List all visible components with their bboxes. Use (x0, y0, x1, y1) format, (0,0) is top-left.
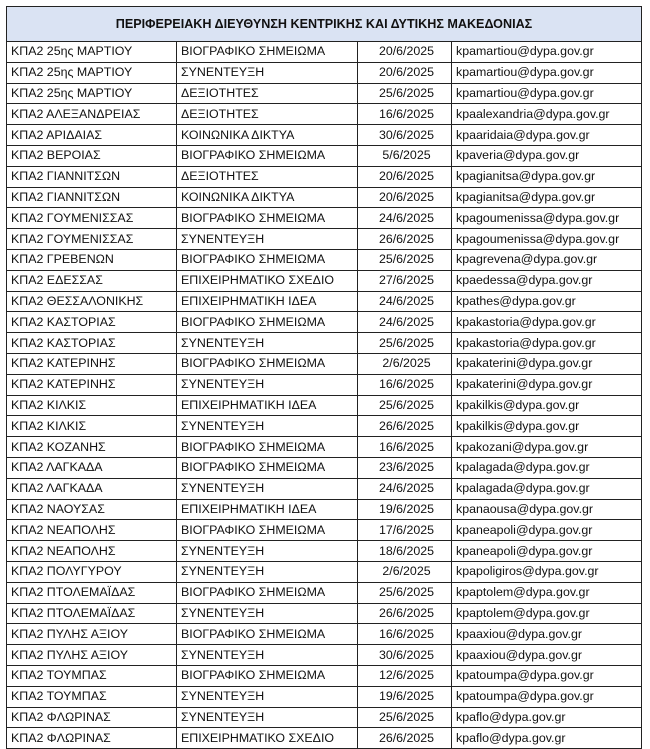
email-cell: kpatoumpa@dypa.gov.gr (452, 665, 642, 686)
date-cell: 12/6/2025 (358, 665, 452, 686)
office-cell: ΚΠΑ2 25ης ΜΑΡΤΙΟΥ (7, 62, 177, 83)
office-cell: ΚΠΑ2 ΕΔΕΣΣΑΣ (7, 270, 177, 291)
table-row (7, 395, 642, 416)
date-cell: 26/6/2025 (358, 416, 452, 437)
table-title: ΠΕΡΙΦΕΡΕΙΑΚΗ ΔΙΕΥΘΥΝΣΗ ΚΕΝΤΡΙΚΗΣ ΚΑΙ ΔΥΤΙΚΗΣ ΜΑΚΕΔΟΝΙΑΣ (7, 7, 642, 42)
topic-cell: ΒΙΟΓΡΑΦΙΚΟ ΣΗΜΕΙΩΜΑ (177, 457, 358, 478)
email-cell: kpaaxiou@dypa.gov.gr (452, 624, 642, 645)
date-cell: 20/6/2025 (358, 62, 452, 83)
email-cell: kpaptolem@dypa.gov.gr (452, 582, 642, 603)
table-body (7, 42, 642, 749)
table-row (7, 707, 642, 728)
table-row (7, 145, 642, 166)
table-row (7, 42, 642, 63)
office-cell: ΚΠΑ2 ΓΟΥΜΕΝΙΣΣΑΣ (7, 229, 177, 250)
title-row (7, 7, 642, 42)
office-cell: ΚΠΑ2 ΠΥΛΗΣ ΑΞΙΟΥ (7, 645, 177, 666)
email-cell: kpalagada@dypa.gov.gr (452, 457, 642, 478)
topic-cell: ΣΥΝΕΝΤΕΥΞΗ (177, 374, 358, 395)
office-cell: ΚΠΑ2 ΘΕΣΣΑΛΟΝΙΚΗΣ (7, 291, 177, 312)
topic-cell: ΣΥΝΕΝΤΕΥΞΗ (177, 686, 358, 707)
email-cell: kpakastoria@dypa.gov.gr (452, 312, 642, 333)
office-cell: ΚΠΑ2 ΚΟΖΑΝΗΣ (7, 437, 177, 458)
office-cell: ΚΠΑ2 ΤΟΥΜΠΑΣ (7, 665, 177, 686)
date-cell: 19/6/2025 (358, 686, 452, 707)
table-row (7, 312, 642, 333)
date-cell: 23/6/2025 (358, 457, 452, 478)
office-cell: ΚΠΑ2 ΚΙΛΚΙΣ (7, 395, 177, 416)
office-cell: ΚΠΑ2 25ης ΜΑΡΤΙΟΥ (7, 83, 177, 104)
email-cell: kpaalexandria@dypa.gov.gr (452, 104, 642, 125)
table-row (7, 291, 642, 312)
email-cell: kpaflo@dypa.gov.gr (452, 728, 642, 749)
date-cell: 25/6/2025 (358, 395, 452, 416)
topic-cell: ΣΥΝΕΝΤΕΥΞΗ (177, 229, 358, 250)
topic-cell: ΕΠΙΧΕΙΡΗΜΑΤΙΚΗ ΙΔΕΑ (177, 291, 358, 312)
email-cell: kpakozani@dypa.gov.gr (452, 437, 642, 458)
office-cell: ΚΠΑ2 ΛΑΓΚΑΔΑ (7, 478, 177, 499)
office-cell: ΚΠΑ2 ΝΕΑΠΟΛΗΣ (7, 541, 177, 562)
table-row (7, 416, 642, 437)
date-cell: 26/6/2025 (358, 728, 452, 749)
topic-cell: ΔΕΞΙΟΤΗΤΕΣ (177, 83, 358, 104)
date-cell: 27/6/2025 (358, 270, 452, 291)
table-row (7, 208, 642, 229)
email-cell: kpapoligiros@dypa.gov.gr (452, 561, 642, 582)
date-cell: 18/6/2025 (358, 541, 452, 562)
topic-cell: ΒΙΟΓΡΑΦΙΚΟ ΣΗΜΕΙΩΜΑ (177, 665, 358, 686)
topic-cell: ΣΥΝΕΝΤΕΥΞΗ (177, 707, 358, 728)
topic-cell: ΣΥΝΕΝΤΕΥΞΗ (177, 333, 358, 354)
email-cell: kpagrevena@dypa.gov.gr (452, 249, 642, 270)
table-row (7, 582, 642, 603)
email-cell: kpamartiou@dypa.gov.gr (452, 83, 642, 104)
table-row (7, 125, 642, 146)
email-cell: kpaaxiou@dypa.gov.gr (452, 645, 642, 666)
date-cell: 17/6/2025 (358, 520, 452, 541)
topic-cell: ΒΙΟΓΡΑΦΙΚΟ ΣΗΜΕΙΩΜΑ (177, 208, 358, 229)
table-row (7, 270, 642, 291)
email-cell: kpamartiou@dypa.gov.gr (452, 42, 642, 63)
email-cell: kpatoumpa@dypa.gov.gr (452, 686, 642, 707)
schedule-table (6, 6, 642, 749)
topic-cell: ΣΥΝΕΝΤΕΥΞΗ (177, 62, 358, 83)
email-cell: kpaedessa@dypa.gov.gr (452, 270, 642, 291)
email-cell: kpagoumenissa@dypa.gov.gr (452, 229, 642, 250)
date-cell: 16/6/2025 (358, 374, 452, 395)
topic-cell: ΒΙΟΓΡΑΦΙΚΟ ΣΗΜΕΙΩΜΑ (177, 582, 358, 603)
email-cell: kpalagada@dypa.gov.gr (452, 478, 642, 499)
table-row (7, 62, 642, 83)
table-row (7, 624, 642, 645)
date-cell: 2/6/2025 (358, 353, 452, 374)
table-row (7, 83, 642, 104)
table-row (7, 541, 642, 562)
date-cell: 26/6/2025 (358, 603, 452, 624)
topic-cell: ΒΙΟΓΡΑΦΙΚΟ ΣΗΜΕΙΩΜΑ (177, 312, 358, 333)
email-cell: kpaflo@dypa.gov.gr (452, 707, 642, 728)
topic-cell: ΣΥΝΕΝΤΕΥΞΗ (177, 645, 358, 666)
date-cell: 5/6/2025 (358, 145, 452, 166)
email-cell: kpamartiou@dypa.gov.gr (452, 62, 642, 83)
office-cell: ΚΠΑ2 ΚΑΤΕΡΙΝΗΣ (7, 353, 177, 374)
topic-cell: ΒΙΟΓΡΑΦΙΚΟ ΣΗΜΕΙΩΜΑ (177, 249, 358, 270)
office-cell: ΚΠΑ2 ΚΑΣΤΟΡΙΑΣ (7, 312, 177, 333)
email-cell: kpagianitsa@dypa.gov.gr (452, 166, 642, 187)
table-row (7, 478, 642, 499)
topic-cell: ΕΠΙΧΕΙΡΗΜΑΤΙΚΟ ΣΧΕΔΙΟ (177, 728, 358, 749)
table-row (7, 166, 642, 187)
email-cell: kpaneapoli@dypa.gov.gr (452, 541, 642, 562)
topic-cell: ΣΥΝΕΝΤΕΥΞΗ (177, 478, 358, 499)
office-cell: ΚΠΑ2 ΠΥΛΗΣ ΑΞΙΟΥ (7, 624, 177, 645)
table-row (7, 561, 642, 582)
office-cell: ΚΠΑ2 ΑΛΕΞΑΝΔΡΕΙΑΣ (7, 104, 177, 125)
table-row (7, 603, 642, 624)
date-cell: 24/6/2025 (358, 478, 452, 499)
office-cell: ΚΠΑ2 ΤΟΥΜΠΑΣ (7, 686, 177, 707)
office-cell: ΚΠΑ2 ΝΑΟΥΣΑΣ (7, 499, 177, 520)
topic-cell: ΒΙΟΓΡΑΦΙΚΟ ΣΗΜΕΙΩΜΑ (177, 624, 358, 645)
date-cell: 16/6/2025 (358, 624, 452, 645)
table-row (7, 665, 642, 686)
office-cell: ΚΠΑ2 ΠΤΟΛΕΜΑΪΔΑΣ (7, 603, 177, 624)
date-cell: 25/6/2025 (358, 582, 452, 603)
date-cell: 20/6/2025 (358, 166, 452, 187)
office-cell: ΚΠΑ2 ΚΑΤΕΡΙΝΗΣ (7, 374, 177, 395)
office-cell: ΚΠΑ2 ΦΛΩΡΙΝΑΣ (7, 707, 177, 728)
email-cell: kpakaterini@dypa.gov.gr (452, 374, 642, 395)
table-row (7, 520, 642, 541)
office-cell: ΚΠΑ2 ΑΡΙΔΑΙΑΣ (7, 125, 177, 146)
date-cell: 2/6/2025 (358, 561, 452, 582)
office-cell: ΚΠΑ2 ΚΑΣΤΟΡΙΑΣ (7, 333, 177, 354)
office-cell: ΚΠΑ2 ΓΙΑΝΝΙΤΣΩΝ (7, 166, 177, 187)
table-row (7, 437, 642, 458)
office-cell: ΚΠΑ2 25ης ΜΑΡΤΙΟΥ (7, 42, 177, 63)
date-cell: 16/6/2025 (358, 104, 452, 125)
date-cell: 16/6/2025 (358, 437, 452, 458)
office-cell: ΚΠΑ2 ΠΤΟΛΕΜΑΪΔΑΣ (7, 582, 177, 603)
date-cell: 30/6/2025 (358, 125, 452, 146)
office-cell: ΚΠΑ2 ΓΟΥΜΕΝΙΣΣΑΣ (7, 208, 177, 229)
topic-cell: ΣΥΝΕΝΤΕΥΞΗ (177, 541, 358, 562)
topic-cell: ΣΥΝΕΝΤΕΥΞΗ (177, 416, 358, 437)
topic-cell: ΕΠΙΧΕΙΡΗΜΑΤΙΚΟ ΣΧΕΔΙΟ (177, 270, 358, 291)
topic-cell: ΚΟΙΝΩΝΙΚΑ ΔΙΚΤΥΑ (177, 125, 358, 146)
table-row (7, 353, 642, 374)
date-cell: 24/6/2025 (358, 312, 452, 333)
email-cell: kpaptolem@dypa.gov.gr (452, 603, 642, 624)
table-row (7, 333, 642, 354)
topic-cell: ΒΙΟΓΡΑΦΙΚΟ ΣΗΜΕΙΩΜΑ (177, 42, 358, 63)
date-cell: 24/6/2025 (358, 208, 452, 229)
date-cell: 20/6/2025 (358, 42, 452, 63)
topic-cell: ΕΠΙΧΕΙΡΗΜΑΤΙΚΗ ΙΔΕΑ (177, 499, 358, 520)
office-cell: ΚΠΑ2 ΠΟΛΥΓΥΡΟΥ (7, 561, 177, 582)
email-cell: kpakaterini@dypa.gov.gr (452, 353, 642, 374)
table-row (7, 229, 642, 250)
topic-cell: ΔΕΞΙΟΤΗΤΕΣ (177, 166, 358, 187)
email-cell: kpaaridaia@dypa.gov.gr (452, 125, 642, 146)
date-cell: 30/6/2025 (358, 645, 452, 666)
office-cell: ΚΠΑ2 ΝΕΑΠΟΛΗΣ (7, 520, 177, 541)
topic-cell: ΕΠΙΧΕΙΡΗΜΑΤΙΚΗ ΙΔΕΑ (177, 395, 358, 416)
office-cell: ΚΠΑ2 ΛΑΓΚΑΔΑ (7, 457, 177, 478)
office-cell: ΚΠΑ2 ΒΕΡΟΙΑΣ (7, 145, 177, 166)
date-cell: 19/6/2025 (358, 499, 452, 520)
date-cell: 25/6/2025 (358, 707, 452, 728)
office-cell: ΚΠΑ2 ΦΛΩΡΙΝΑΣ (7, 728, 177, 749)
office-cell: ΚΠΑ2 ΓΡΕΒΕΝΩΝ (7, 249, 177, 270)
date-cell: 24/6/2025 (358, 291, 452, 312)
table-row (7, 645, 642, 666)
topic-cell: ΔΕΞΙΟΤΗΤΕΣ (177, 104, 358, 125)
topic-cell: ΣΥΝΕΝΤΕΥΞΗ (177, 603, 358, 624)
table-row (7, 457, 642, 478)
email-cell: kpanaousa@dypa.gov.gr (452, 499, 642, 520)
table-row (7, 374, 642, 395)
email-cell: kpagianitsa@dypa.gov.gr (452, 187, 642, 208)
email-cell: kpakastoria@dypa.gov.gr (452, 333, 642, 354)
office-cell: ΚΠΑ2 ΚΙΛΚΙΣ (7, 416, 177, 437)
date-cell: 20/6/2025 (358, 187, 452, 208)
email-cell: kpaveria@dypa.gov.gr (452, 145, 642, 166)
topic-cell: ΒΙΟΓΡΑΦΙΚΟ ΣΗΜΕΙΩΜΑ (177, 520, 358, 541)
date-cell: 25/6/2025 (358, 249, 452, 270)
table-row (7, 104, 642, 125)
topic-cell: ΣΥΝΕΝΤΕΥΞΗ (177, 561, 358, 582)
topic-cell: ΒΙΟΓΡΑΦΙΚΟ ΣΗΜΕΙΩΜΑ (177, 353, 358, 374)
email-cell: kpaneapoli@dypa.gov.gr (452, 520, 642, 541)
email-cell: kpathes@dypa.gov.gr (452, 291, 642, 312)
topic-cell: ΒΙΟΓΡΑΦΙΚΟ ΣΗΜΕΙΩΜΑ (177, 145, 358, 166)
table-row (7, 728, 642, 749)
office-cell: ΚΠΑ2 ΓΙΑΝΝΙΤΣΩΝ (7, 187, 177, 208)
email-cell: kpagoumenissa@dypa.gov.gr (452, 208, 642, 229)
date-cell: 25/6/2025 (358, 333, 452, 354)
table-row (7, 249, 642, 270)
topic-cell: ΒΙΟΓΡΑΦΙΚΟ ΣΗΜΕΙΩΜΑ (177, 437, 358, 458)
table-row (7, 187, 642, 208)
date-cell: 26/6/2025 (358, 229, 452, 250)
email-cell: kpakilkis@dypa.gov.gr (452, 416, 642, 437)
date-cell: 25/6/2025 (358, 83, 452, 104)
table-row (7, 686, 642, 707)
topic-cell: ΚΟΙΝΩΝΙΚΑ ΔΙΚΤΥΑ (177, 187, 358, 208)
email-cell: kpakilkis@dypa.gov.gr (452, 395, 642, 416)
table-row (7, 499, 642, 520)
